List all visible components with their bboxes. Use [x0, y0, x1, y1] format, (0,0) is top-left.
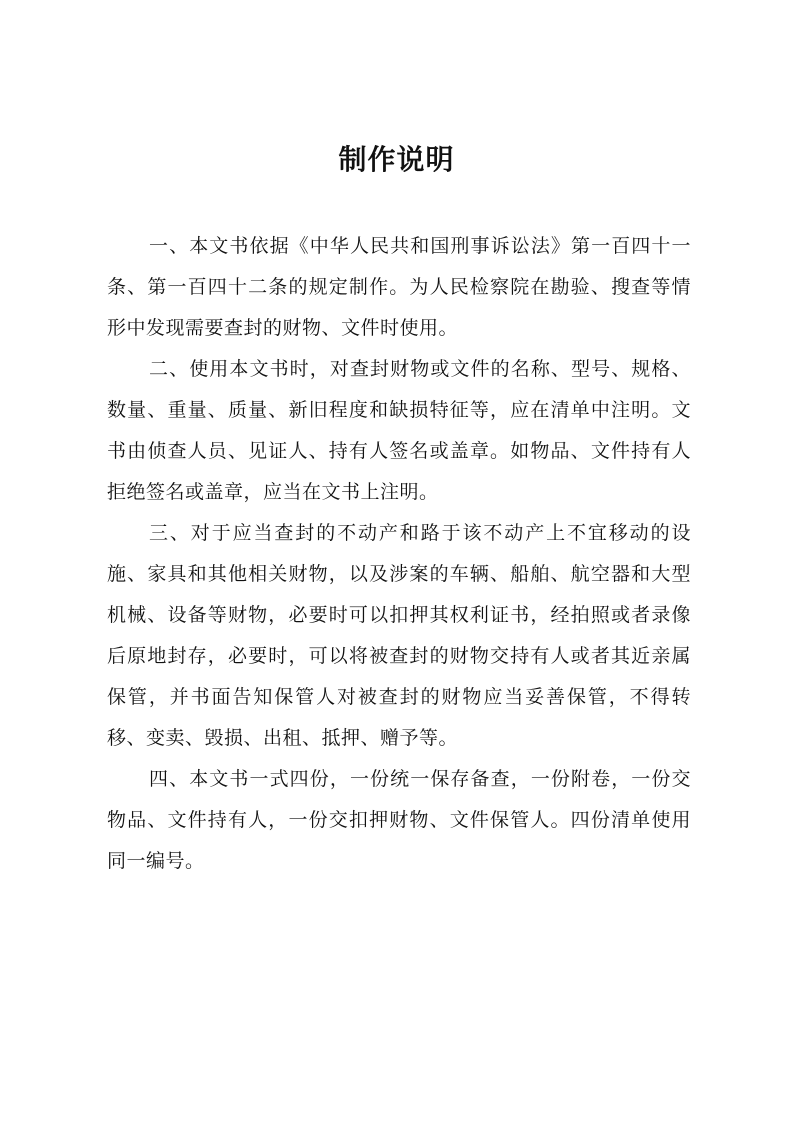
- paragraph-4: 四、本文书一式四份，一份统一保存备查，一份附卷，一份交物品、文件持有人，一份交扣押财物、文件保管人。四份清单使用同一编号。: [107, 768, 691, 872]
- paragraph-1: 一、本文书依据《中华人民共和国刑事诉讼法》第一百四十一条、第一百四十二条的规定制作。为人民检察院在勘验、搜查等情形中发现需要查封的财物、文件时使用。: [107, 235, 691, 339]
- instructions-body: [107, 226, 691, 882]
- page-title: 制作说明: [338, 143, 455, 176]
- paragraph-3: 三、对于应当查封的不动产和路于该不动产上不宜移动的设施、家具和其他相关财物，以及涉案的车辆、船舶、航空器和大型机械、设备等财物，必要时可以扣押其权利证书，经拍照或者录像后原地封存，必要时，可以将被查封的财物交持有人或者其近亲属保管，并书面告知保管人对被查封的财物应当妥善保管，不得转移、变卖、毁损、出租、抵押、赠予等。: [107, 522, 691, 749]
- paragraph-2: 二、使用本文书时，对查封财物或文件的名称、型号、规格、数量、重量、质量、新旧程度和缺损特征等，应在清单中注明。文书由侦查人员、见证人、持有人签名或盖章。如物品、文件持有人拒绝签名或盖章，应当在文书上注明。: [107, 358, 691, 503]
